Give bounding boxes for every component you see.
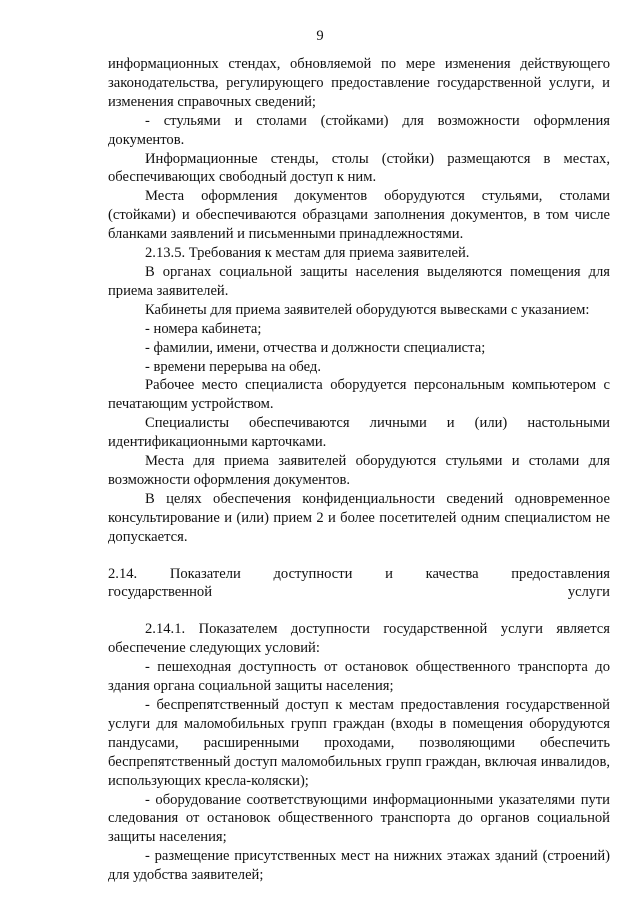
list-item: - размещение присутственных мест на нижних этажах зданий (строений) для удобства заявителей; <box>108 848 610 884</box>
section-heading-line-1: 2.14. Показатели доступности и качества предоставления <box>108 565 610 582</box>
paragraph: Места оформления документов оборудуются стульями, столами (стойками) и обеспечиваются образцами заполнения документов, в том числе бланками заявлений и письменными принадлежностями. <box>108 188 610 243</box>
list-item: - стульями и столами (стойками) для возможности оформления документов. <box>108 112 610 148</box>
list-item: - номера кабинета; <box>145 320 262 337</box>
paragraph: Кабинеты для приема заявителей оборудуются вывесками с указанием: <box>145 301 590 318</box>
paragraph: В целях обеспечения конфиденциальности сведений одновременное консультирование и (или) прием 2 и более посетителей одним специалистом не допускается. <box>108 490 610 545</box>
section-heading-line-2: государственной услуги <box>108 584 610 601</box>
paragraph: В органах социальной защиты населения выделяются помещения для приема заявителей. <box>108 263 610 299</box>
paragraph: Рабочее место специалиста оборудуется персональным компьютером с печатающим устройством. <box>108 377 610 413</box>
subsection-title: 2.13.5. Требования к местам для приема заявителей. <box>145 245 470 262</box>
list-item: - оборудование соответствующими информационными указателями пути следования от остановок общественного транспорта до органов социальной защиты населения; <box>108 791 610 846</box>
paragraph: Специалисты обеспечиваются личными и (или) настольными идентификационными карточками. <box>108 415 610 451</box>
list-item: - беспрепятственный доступ к местам предоставления государственной услуги для маломобильных групп граждан (входы в помещения оборудуются пандусами, расширенными проходами, позволяющими обеспечить беспрепятственный доступ маломобильных групп граждан, включая инвалидов, использующих кресла-коляски); <box>108 697 610 789</box>
paragraph: информационных стендах, обновляемой по мере изменения действующего законодательства, регулирующего предоставление государственной услуги, и изменения справочных сведений; <box>108 56 610 110</box>
paragraph: 2.14.1. Показателем доступности государственной услуги является обеспечение следующих условий: <box>108 621 610 657</box>
paragraph: Информационные стенды, столы (стойки) размещаются в местах, обеспечивающих свободный доступ к ним. <box>108 150 610 186</box>
list-item: - фамилии, имени, отчества и должности специалиста; <box>145 339 486 356</box>
page-number: 9 <box>316 28 324 44</box>
list-item: - времени перерыва на обед. <box>145 358 321 375</box>
list-item: - пешеходная доступность от остановок общественного транспорта до здания органа социальной защиты населения; <box>108 659 610 695</box>
document-body <box>108 55 610 885</box>
paragraph: Места для приема заявителей оборудуются стульями и столами для возможности оформления документов. <box>108 453 610 488</box>
